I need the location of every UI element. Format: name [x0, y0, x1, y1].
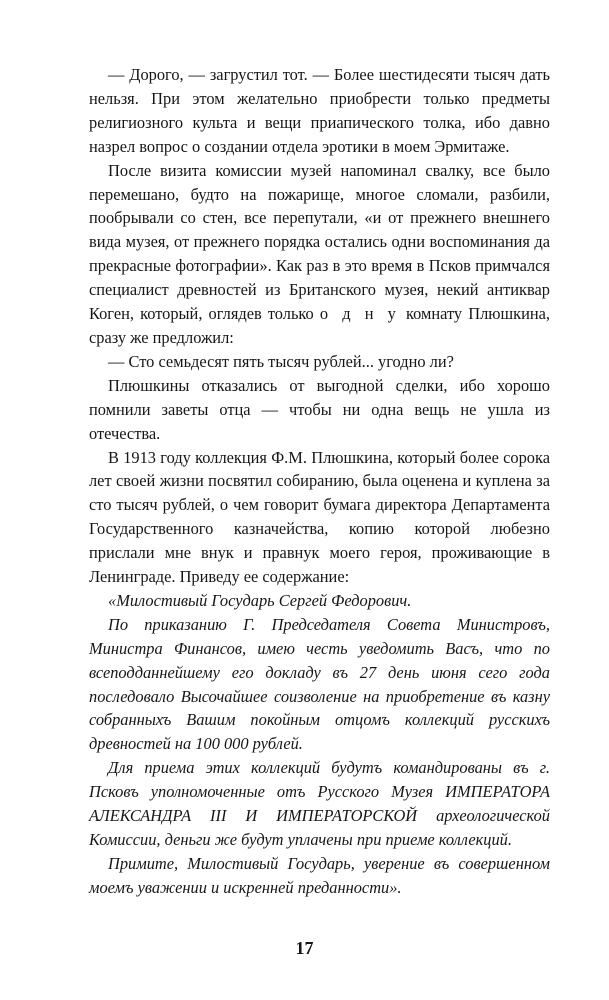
paragraph-text: После визита комиссии музей напоминал свалку, все было перемешано, будто на пожарище, многое сломали, разбили, пообрывали со стен, все перепутали, «и от прежнего внешнего вида музея, от прежнего порядка остались одни воспоминания да прекрасные фотографии». Как раз в это время в Псков примчался специалист древностей из Британского музея, некий антиквар Коген, который, оглядев только [89, 160, 550, 324]
paragraph [89, 159, 550, 350]
letter-closing: Примите, Милостивый Государь, уверение въ совершенном моемъ уважении и искренней преданности». [89, 853, 550, 897]
letter-paragraph: По приказанию Г. Председателя Совета Министровъ, Министра Финансов, имею честь уведомить Васъ, что по всеподданнейшему его докладу въ 27 день июня сего года последовало Высочайшее соизволение на приобретение въ казну собранныхъ Вашим покойным отцомъ коллекций русскихъ древностей на 100 000 рублей. [89, 614, 550, 754]
paragraph: — Сто семьдесят пять тысяч рублей... угодно ли? [108, 351, 454, 371]
paragraph: — Дорого, — загрустил тот. — Более шестидесяти тысяч дать нельзя. При этом желательно приобрести только предметы религиозного культа и вещи приапического толка, ибо давно назрел вопрос о создании отдела эротики в моем Эрмитаже. [89, 65, 550, 156]
emphasized-word: о д н у [319, 304, 400, 324]
page-number: 17 [295, 938, 314, 958]
paragraph-text: комнату Плюшкина, сразу же предложил: [89, 304, 550, 347]
page-body [89, 63, 550, 900]
letter-paragraph: Для приема этих коллекций будутъ командированы въ г. Псковъ уполномоченные отъ Русского Музея ИМПЕРАТОРА АЛЕКСАНДРА III И ИМПЕРАТОРСКОЙ археологической Комиссии, деньги же будут уплачены при приеме коллекций. [89, 758, 550, 849]
paragraph: Плюшкины отказались от выгодной сделки, ибо хорошо помнили заветы отца — чтобы ни одна вещь не ушла из отечества. [89, 375, 550, 443]
letter-salutation: «Милостивый Государь Сергей Федорович. [108, 590, 412, 610]
paragraph: В 1913 году коллекция Ф.М. Плюшкина, который более сорока лет своей жизни посвятил собиранию, была оценена и куплена за сто тысяч рублей, о чем говорит бумага директора Департамента Государственного казначейства, копию которой любезно прислали мне внук и правнук моего героя, проживающие в Ленинграде. Приведу ее содержание: [89, 447, 550, 587]
